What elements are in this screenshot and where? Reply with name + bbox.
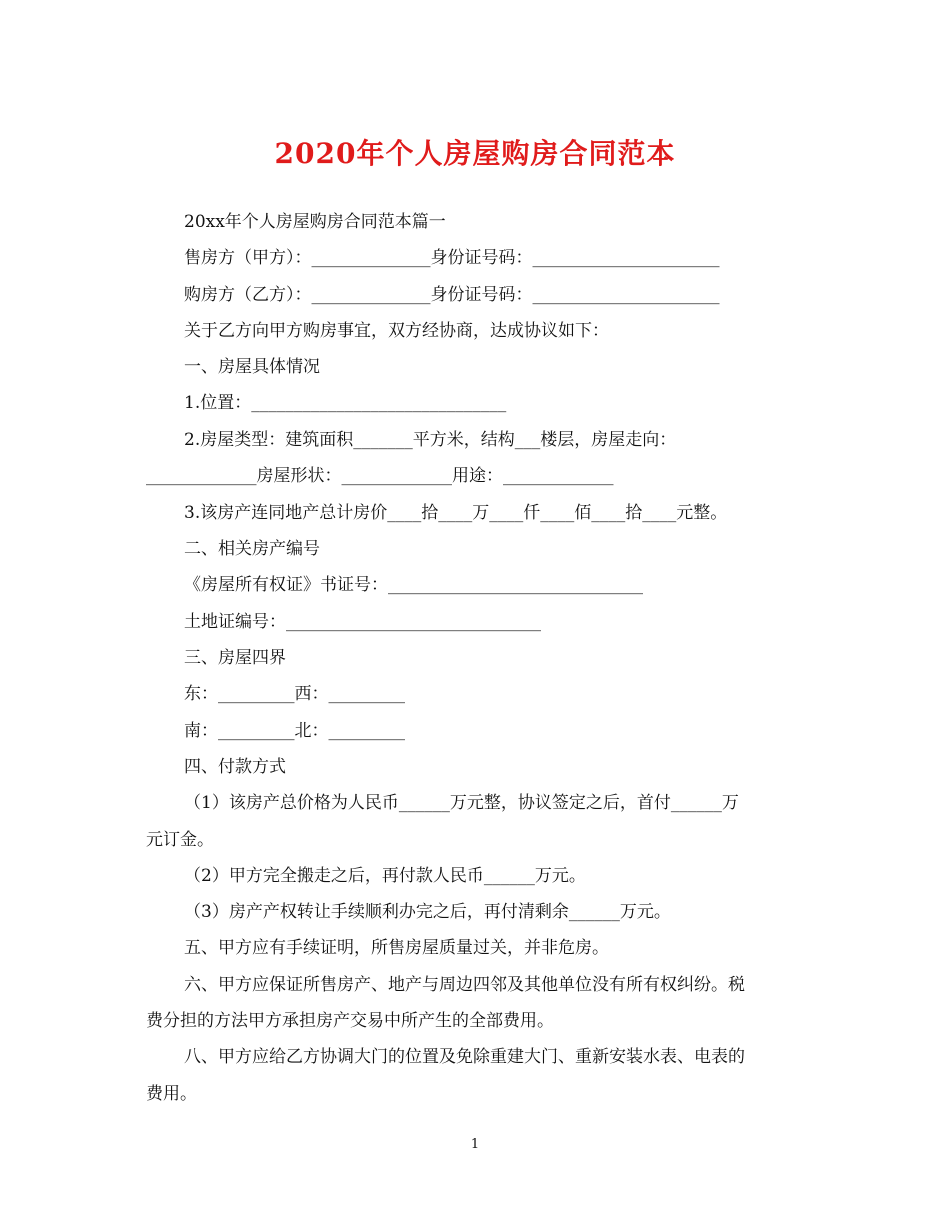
text-line-6-cont: 费分担的方法甲方承担房产交易中所产生的全部费用。 [146, 1011, 554, 1031]
text-line-east-west: 东：_________西：_________ [184, 684, 405, 704]
section-heading-5: 五、甲方应有手续证明，所售房屋质量过关，并非危房。 [184, 938, 609, 958]
text-line-house-type: 2.房屋类型：建筑面积_______平方米，结构___楼层，房屋走向： [184, 430, 677, 450]
section-heading-2: 二、相关房产编号 [184, 539, 320, 559]
text-line-payment-3: （3）房产产权转让手续顺利办完之后，再付清剩余______万元。 [184, 902, 671, 922]
text-line-payment-1: （1）该房产总价格为人民币______万元整，协议签定之后，首付______万 [184, 793, 739, 813]
page-number: 1 [470, 1137, 480, 1152]
text-line-land-cert: 土地证编号：______________________________ [184, 612, 541, 632]
section-heading-8: 八、甲方应给乙方协调大门的位置及免除重建大门、重新安装水表、电表的 [184, 1047, 745, 1067]
text-line-house-shape: _____________房屋形状：_____________用途：_____________ [146, 466, 614, 486]
text-line-buyer: 购房方（乙方）：______________身份证号码：______________________ [184, 285, 720, 305]
text-line-heading: 20xx年个人房屋购房合同范本篇一 [184, 212, 446, 232]
section-heading-6: 六、甲方应保证所售房产、地产与周边四邻及其他单位没有所有权纠纷。税 [184, 975, 745, 995]
text-line-certificate: 《房屋所有权证》书证号：______________________________ [184, 575, 643, 595]
text-line-intro: 关于乙方向甲方购房事宜，双方经协商，达成协议如下： [184, 321, 609, 341]
text-line-location: 1.位置：______________________________ [184, 393, 507, 413]
document-title: 2020年个人房屋购房合同范本 [274, 137, 676, 170]
text-line-payment-2: （2）甲方完全搬走之后，再付款人民币______万元。 [184, 866, 586, 886]
text-line-seller: 售房方（甲方）：______________身份证号码：______________________ [184, 248, 720, 268]
text-line-payment-1-cont: 元订金。 [146, 830, 214, 850]
text-line-price: 3.该房产连同地产总计房价____拾____万____仟____佰____拾____元整。 [184, 503, 728, 523]
section-heading-4: 四、付款方式 [184, 757, 286, 777]
section-heading-1: 一、房屋具体情况 [184, 357, 320, 377]
section-heading-3: 三、房屋四界 [184, 648, 286, 668]
text-line-south-north: 南：_________北：_________ [184, 721, 405, 741]
text-line-8-cont: 费用。 [146, 1084, 197, 1104]
